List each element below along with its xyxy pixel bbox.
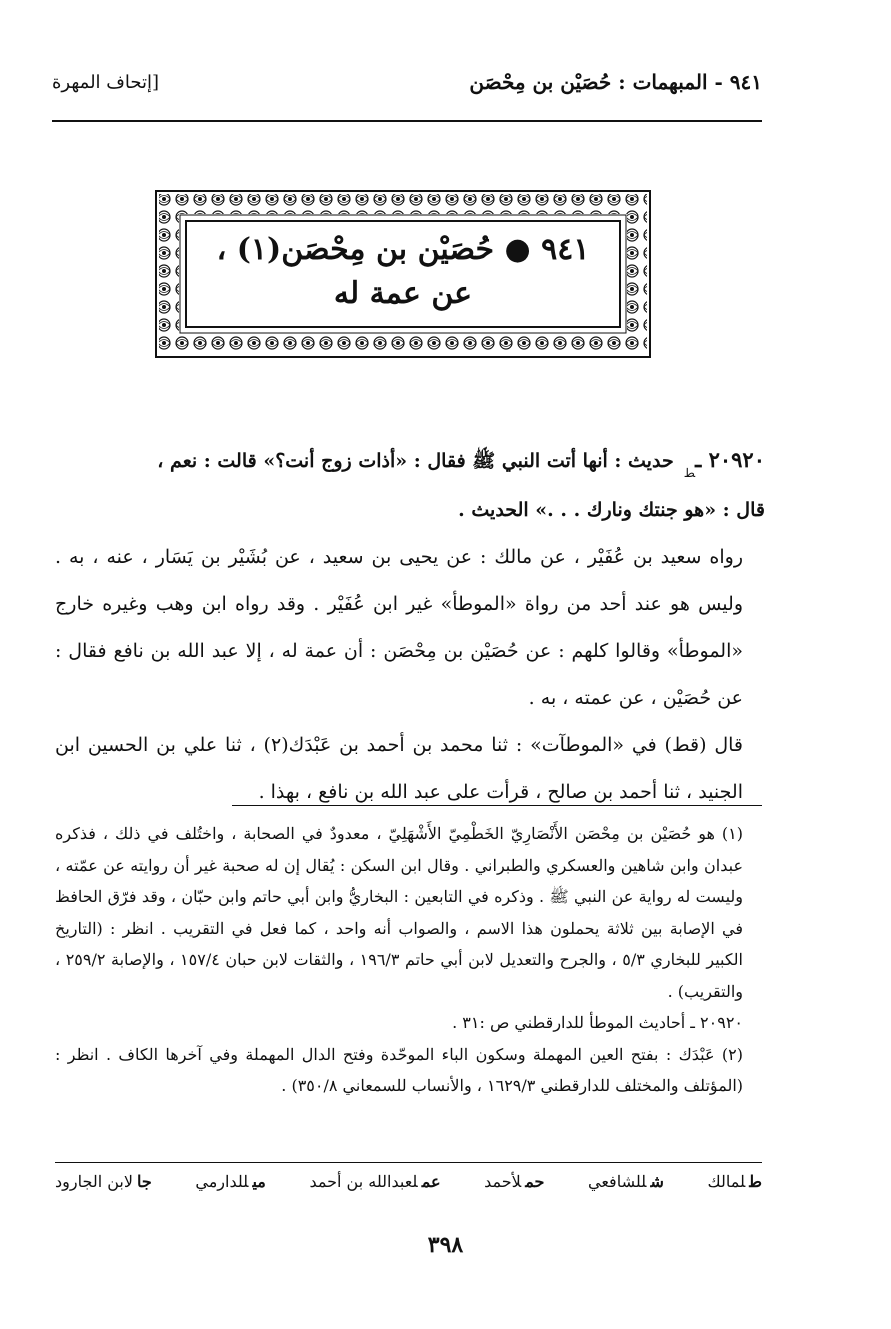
footnote-2: (٢) عَبْدَك : بفتح العين المهملة وسكون الباء الموحّدة وفتح الدال المهملة وفي آخرها الكاف . انظر : (المؤتلف والمختلف للدارقطني ١٦٢٩/٣ ، والأنساب للسمعاني ٣٥٠/٨) .: [55, 1044, 744, 1095]
chapter-title: ٩٤١ ● حُصَيْن بن مِحْصَن(١) ،: [216, 232, 590, 267]
ornamental-title-frame: [155, 190, 651, 358]
header-book-title: [إتحاف المهرة: [52, 72, 160, 93]
footnote-rule: [232, 805, 762, 806]
hadith-entry: [55, 436, 765, 487]
footnotes: [55, 818, 765, 1102]
header-rule: [52, 120, 762, 122]
abbreviation-key: [55, 1172, 762, 1206]
header-section-title: ٩٤١ - المبهمات : حُصَيْن بن مِحْصَن: [469, 70, 762, 94]
abbr-item: عملعبدالله بن أحمد: [309, 1172, 441, 1191]
main-text: [55, 436, 765, 816]
hadith-text-2: قال : «هو جنتك ونارك . . .» الحديث .: [458, 499, 765, 521]
abbr-item: طلمالك: [707, 1172, 762, 1191]
paragraph-2: قال (قط) في «الموطآت» : ثنا محمد بن أحمد بن عَبْدَك(٢) ، ثنا علي بن الحسين ابن الجنيد ، ثنا أحمد بن صالح ، قرأت على عبد الله بن نافع ، بهذا .: [55, 734, 743, 803]
abbreviation-rule: [55, 1162, 762, 1163]
abbr-item: جالابن الجارود: [55, 1172, 152, 1191]
footnote-source: ٢٠٩٢٠ ـ أحاديث الموطأ للدارقطني ص :٣١ .: [452, 1013, 743, 1032]
paragraph-1: رواه سعيد بن عُفَيْر ، عن مالك : عن يحيى بن سعيد ، عن بُشَيْر بن يَسَار ، عنه ، به . وليس هو عند أحد من رواة «الموطأ» غير ابن عُفَيْر . وقد رواه ابن وهب وغيره خارج «الموطأ» وقالوا كلهم : عن حُصَيْن بن مِحْصَن : أن عمة له ، إلا عبد الله بن نافع فقال : عن حُصَيْن ، عن عمته ، به .: [55, 546, 743, 709]
abbr-item: شللشافعي: [588, 1172, 664, 1191]
hadith-text-1: حديث : أنها أتت النبي ﷺ فقال : «أذات زوج أنت؟» قالت : نعم ،: [157, 450, 674, 472]
page-number: ٣٩٨: [427, 1232, 464, 1258]
abbr-item: ميللدارمي: [195, 1172, 266, 1191]
chapter-title-box: [185, 220, 621, 328]
hadith-number: ٢٠٩٢٠ ـ: [695, 447, 765, 472]
footnote-1: (١) هو حُصَيْن بن مِحْصَن الأَنْصَارِيّ الخَطْمِيّ الأَشْهَلِيّ ، معدودٌ في الصحابة ، واختُلف في ذلك ، فذكره عبدان وابن شاهين والعسكري والطبراني . وقال ابن السكن : يُقال إن له صحبة غير أن روايته عن عمّته ، وليست له رواية عن النبي ﷺ . وذكره في التابعين : البخاريُّ وابن أبي حاتم وابن حبّان ، وقد فرّق الحافظ في الإصابة بين ثلاثة يحملون هذا الاسم ، والصواب أنه واحد ، كما فعل في التقريب . انظر : (التاريخ الكبير للبخاري ٥/٣ ، والجرح والتعديل لابن أبي حاتم ١٩٦/٣ ، والثقات لابن حبان ١٥٧/٤ ، والإصابة ٢٥٩/٢ ، والتقريب) .: [55, 824, 744, 1001]
abbr-item: حملأحمد: [484, 1172, 545, 1191]
hadith-sigla: ط: [683, 466, 696, 480]
chapter-subtitle: عن عمة له: [333, 276, 473, 311]
running-header: [52, 70, 762, 110]
